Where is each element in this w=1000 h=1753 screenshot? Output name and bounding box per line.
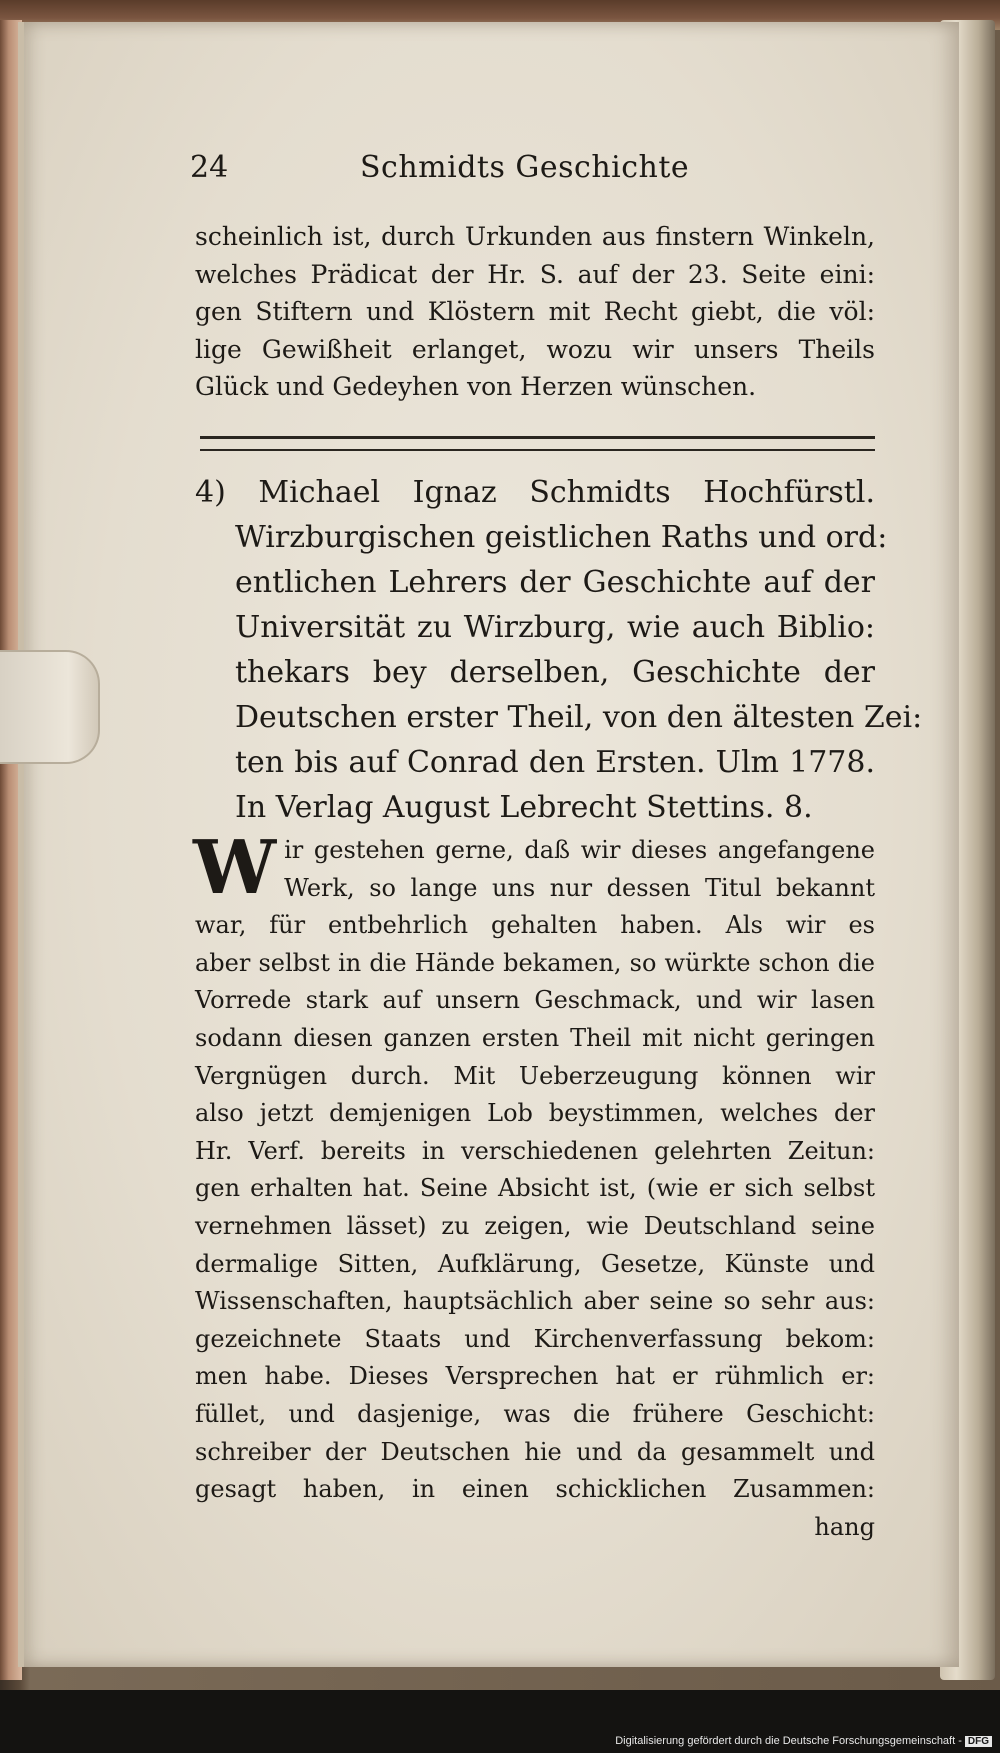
page-header bbox=[190, 150, 870, 200]
entry-line: Deutschen erster Theil, von den ältesten Zei: bbox=[235, 700, 923, 735]
entry-line: entlichen Lehrers der Geschichte auf der bbox=[235, 565, 875, 600]
text-line: vernehmen lässet) zu zeigen, wie Deutschland seine bbox=[195, 1211, 875, 1240]
text-line: Wissenschaften, hauptsächlich aber seine so sehr aus: bbox=[195, 1287, 875, 1316]
entry-line: 4) Michael Ignaz Schmidts Hochfürstl. bbox=[195, 475, 875, 510]
text-line: Vorrede stark auf unsern Geschmack, und wir lasen bbox=[195, 986, 875, 1015]
review-paragraph bbox=[193, 825, 875, 1546]
text-line: also jetzt demjenigen Lob beystimmen, welches der bbox=[195, 1099, 875, 1128]
text-line: ir gestehen gerne, daß wir dieses angefangene bbox=[284, 836, 875, 864]
entry-line: Universität zu Wirzburg, wie auch Biblio: bbox=[235, 610, 875, 645]
text-line: schreiber der Deutschen hie und da gesammelt und bbox=[195, 1437, 875, 1466]
entry-line: ten bis auf Conrad den Ersten. Ulm 1778. bbox=[235, 745, 875, 780]
text-line: füllet, und dasjenige, was die frühere Geschicht: bbox=[195, 1399, 875, 1428]
digitization-credit bbox=[615, 1735, 992, 1747]
running-title: Schmidts Geschichte bbox=[360, 150, 690, 185]
section-divider bbox=[200, 436, 875, 451]
continued-paragraph bbox=[195, 218, 875, 406]
text-line: men habe. Dieses Versprechen hat er rühmlich er: bbox=[195, 1362, 875, 1391]
scan-footer-band bbox=[0, 1690, 1000, 1753]
entry-line: thekars bey derselben, Geschichte der bbox=[235, 655, 875, 690]
drop-cap: W bbox=[193, 825, 277, 911]
text-line: Hr. Verf. bereits in verschiedenen gelehrten Zeitun: bbox=[195, 1136, 875, 1165]
text-line: gezeichnete Staats und Kirchenverfassung bekom: bbox=[195, 1324, 875, 1353]
text-line: gen Stiftern und Klöstern mit Recht giebt, die völ: bbox=[195, 297, 875, 326]
text-line: sodann diesen ganzen ersten Theil mit nicht geringen bbox=[195, 1023, 875, 1052]
page-number: 24 bbox=[190, 150, 229, 185]
text-line: lige Gewißheit erlanget, wozu wir unsers Theils bbox=[195, 334, 875, 364]
catchword: hang bbox=[814, 1512, 875, 1541]
credit-text: Digitalisierung gefördert durch die Deutsche Forschungsgemeinschaft - bbox=[615, 1735, 962, 1747]
text-line: aber selbst in die Hände bekamen, so würkte schon die bbox=[195, 948, 875, 977]
text-line: war, für entbehrlich gehalten haben. Als wir es bbox=[195, 911, 875, 940]
text-line: Werk, so lange uns nur dessen Titul bekannt bbox=[284, 873, 875, 902]
page-marker-tab bbox=[0, 650, 100, 764]
text-line: scheinlich ist, durch Urkunden aus finstern Winkeln, bbox=[195, 222, 875, 251]
dfg-logo: DFG bbox=[965, 1736, 992, 1747]
entry-line: Wirzburgischen geistlichen Raths und ord: bbox=[235, 520, 888, 555]
entry-line: In Verlag August Lebrecht Stettins. 8. bbox=[235, 790, 813, 825]
text-line: dermalige Sitten, Aufklärung, Gesetze, Künste und bbox=[195, 1249, 875, 1278]
text-line: gesagt haben, in einen schicklichen Zusammen: bbox=[195, 1475, 875, 1504]
text-line: welches Prädicat der Hr. S. auf der 23. Seite eini: bbox=[195, 259, 875, 289]
text-line: Glück und Gedeyhen von Herzen wünschen. bbox=[195, 372, 757, 401]
book-entry-heading bbox=[195, 470, 923, 830]
text-line: gen erhalten hat. Seine Absicht ist, (wie er sich selbst bbox=[195, 1174, 875, 1203]
text-line: Vergnügen durch. Mit Ueberzeugung können wir bbox=[195, 1061, 875, 1090]
